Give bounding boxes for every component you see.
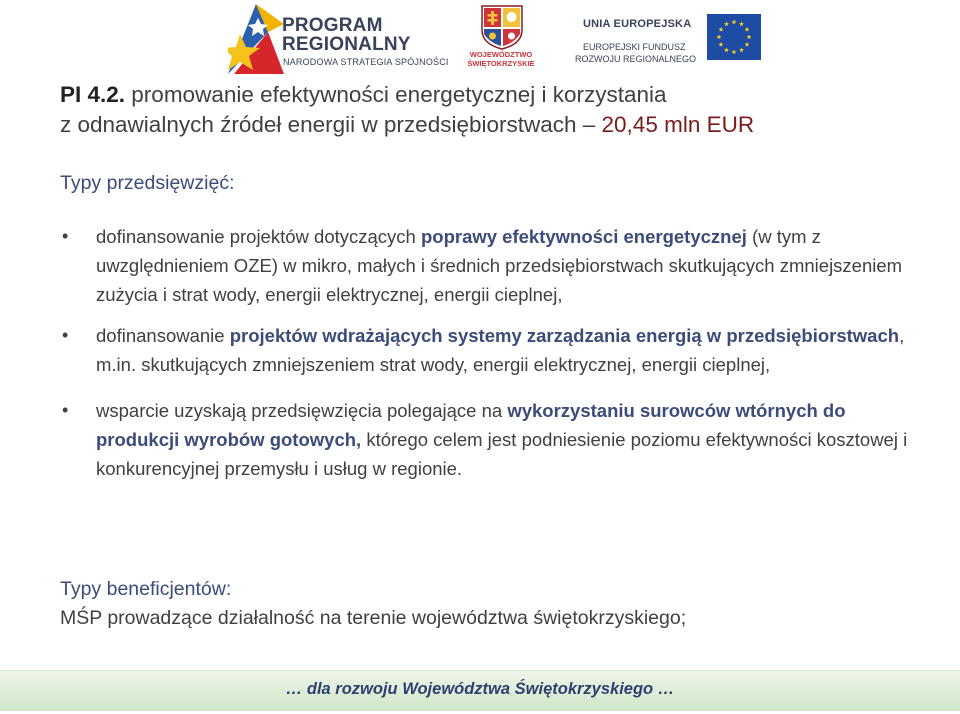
- list-item: [62, 321, 922, 379]
- eu-logo: [565, 12, 765, 72]
- coat-of-arms-icon: [480, 4, 524, 50]
- eu-logo-line2: EUROPEJSKI FUNDUSZ: [583, 42, 686, 52]
- types-list: [62, 222, 922, 483]
- list-item-bold: projektów wdrażających systemy zarządzania energią w przedsiębiorstwach: [229, 325, 900, 346]
- eu-flag-icon: [707, 14, 761, 60]
- list-item-text: którego celem jest podniesienie poziomu efektywności kosztowej i konkurencyjnej przemysłu i usług w regionie.: [96, 429, 908, 479]
- title-amount: 20,45 mln EUR: [601, 112, 755, 137]
- title-text-1: promowanie efektywności energetycznej i korzystania: [125, 82, 667, 107]
- list-item-text: , m.in. skutkujących zmniejszeniem strat wody, energii elektrycznej, energii cieplnej,: [96, 325, 905, 375]
- list-item-text: (w tym z uwzględnieniem OZE) w mikro, małych i średnich przedsiębiorstwach skutkujących zmniejszeniem zużycia i strat wody, energii elektrycznej, energii cieplnej,: [96, 226, 903, 305]
- list-item-bold: poprawy efektywności energetycznej: [420, 226, 747, 247]
- list-item-bold: wykorzystaniu surowców wtórnych do produkcji wyrobów gotowych,: [96, 400, 846, 450]
- list-item: [62, 222, 922, 309]
- list-item-text: dofinansowanie: [96, 325, 230, 346]
- program-logo-line3: NARODOWA STRATEGIA SPÓJNOŚCI: [283, 57, 449, 67]
- list-item-text: dofinansowanie projektów dotyczących: [96, 226, 421, 247]
- program-logo-line1: PROGRAM: [282, 15, 383, 36]
- list-item-text: wsparcie uzyskają przedsięwzięcia polegające na: [96, 400, 508, 421]
- footer-bar: [0, 670, 960, 711]
- eu-logo-line1: UNIA EUROPEJSKA: [583, 18, 692, 30]
- program-logo-line2: REGIONALNY: [282, 34, 411, 55]
- program-regionalny-logo: [228, 4, 450, 74]
- beneficiaries-text: MŚP prowadzące działalność na terenie województwa świętokrzyskiego;: [60, 607, 687, 629]
- title-code: PI 4.2.: [60, 82, 126, 107]
- program-star-icon: [228, 4, 284, 74]
- slide-title: [60, 80, 940, 140]
- list-item: [62, 396, 922, 483]
- eu-logo-line3: ROZWOJU REGIONALNEGO: [575, 54, 697, 64]
- footer-text: … dla rozwoju Województwa Świętokrzyskiego …: [285, 680, 675, 698]
- voivodeship-line2: ŚWIĘTOKRZYSKIE: [467, 59, 535, 68]
- header-logos: [0, 0, 960, 78]
- voivodeship-logo: [466, 4, 536, 70]
- types-heading: Typy przedsięwzięć:: [60, 172, 235, 194]
- beneficiaries-heading: Typy beneficjentów:: [60, 578, 232, 600]
- voivodeship-line1: WOJEWÓDZTWO: [469, 50, 533, 59]
- title-text-2: z odnawialnych źródeł energii w przedsiębiorstwach –: [60, 112, 602, 137]
